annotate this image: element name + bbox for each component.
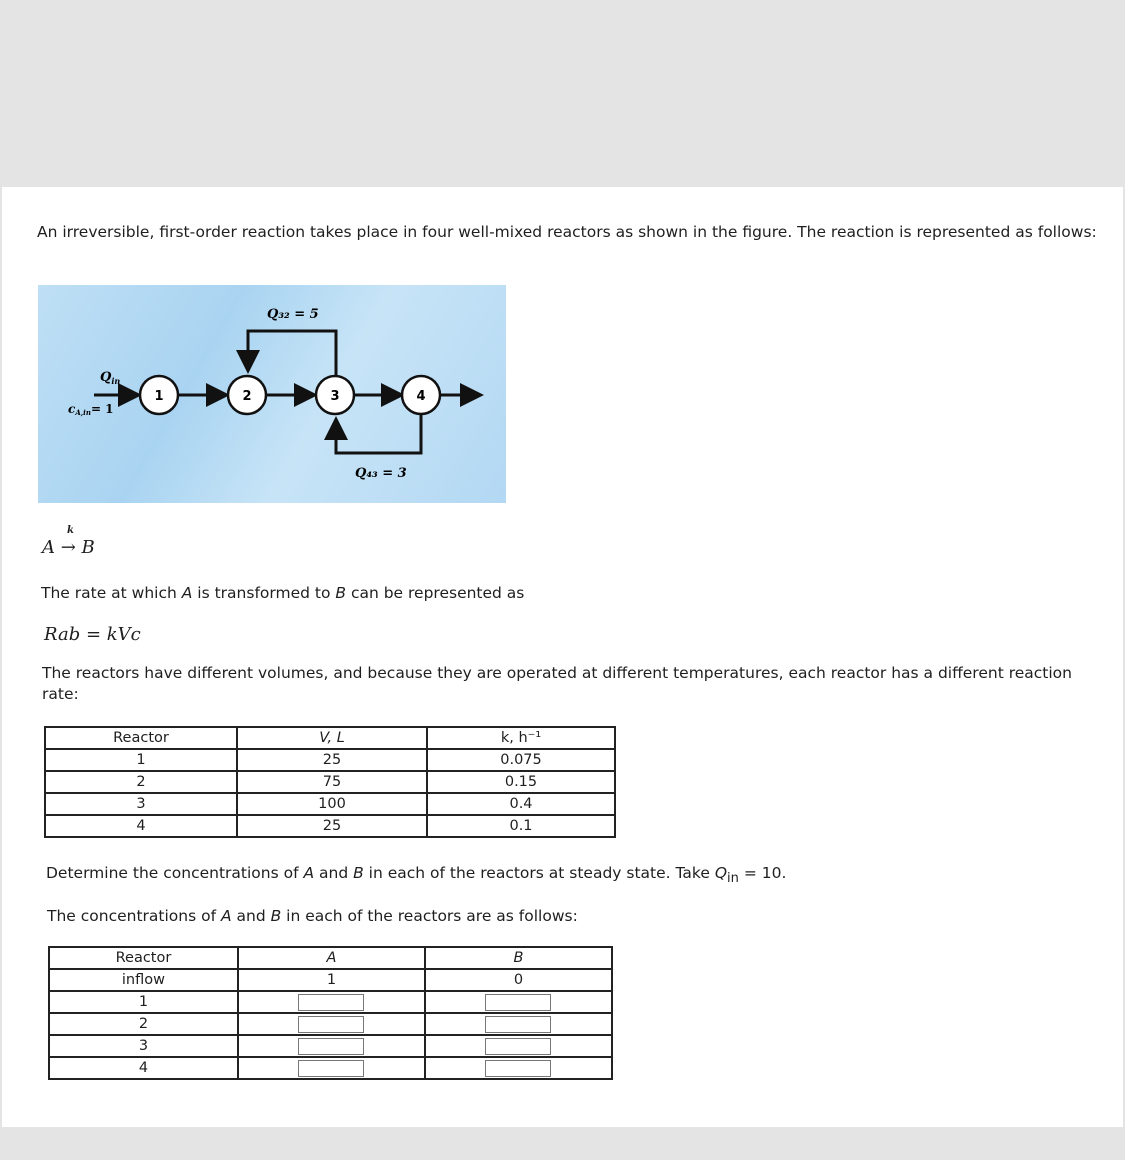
header-reactor: Reactor	[49, 947, 238, 969]
volume-value: 25	[237, 749, 427, 771]
rate-equation: Rab = kVc	[44, 624, 141, 645]
reactor-3-label: 3	[330, 389, 340, 404]
reactor-1-label: 1	[154, 389, 164, 404]
reaction-rhs: B	[81, 537, 95, 558]
table-header-row	[49, 947, 612, 969]
table-row	[49, 991, 612, 1013]
problem-card	[2, 187, 1123, 1127]
reactor-diagram	[38, 285, 506, 503]
q43-label: Q₄₃ = 3	[355, 466, 407, 481]
reactor-parameters-table	[44, 726, 616, 838]
reaction-equation	[42, 525, 95, 558]
reactor-number: 4	[49, 1057, 238, 1079]
volume-value: 25	[237, 815, 427, 837]
volume-value: 75	[237, 771, 427, 793]
volume-text: The reactors have different volumes, and because they are operated at different temperatures, each reactor has a different reaction rate:	[42, 664, 1072, 703]
reactor-number: 3	[136, 796, 146, 812]
header-rate-constant: k, h⁻¹	[427, 727, 615, 749]
reactor-network-svg	[38, 285, 506, 503]
qin-label: $Q_{in}$	[100, 370, 121, 386]
inflow-label: inflow	[49, 969, 238, 991]
table-row	[49, 1013, 612, 1035]
table-row	[45, 771, 615, 793]
k-value: 0.4	[427, 793, 615, 815]
recycle-3-2-arrow	[248, 331, 336, 377]
header-a: A	[238, 947, 425, 969]
table-row	[49, 1035, 612, 1057]
table-row	[45, 749, 615, 771]
reactor-3-node	[316, 376, 354, 414]
reactor-1-node	[140, 376, 178, 414]
k-value: 0.15	[427, 771, 615, 793]
reactor-4-node	[402, 376, 440, 414]
concentrations-text: The concentrations of A and B in each of the reactors are as follows:	[47, 907, 578, 925]
reactor-number: 2	[49, 1013, 238, 1035]
recycle-4-3-arrow	[336, 413, 421, 453]
reaction-lhs: A	[42, 537, 55, 558]
reactor-3-b-input[interactable]	[485, 1038, 551, 1055]
cain-label: cA,in= 1	[68, 402, 114, 417]
header-reactor: Reactor	[45, 727, 237, 749]
reactor-2-label: 2	[242, 389, 252, 404]
rate-text: The rate at which A is transformed to B can be represented as	[41, 584, 525, 602]
k-value: 0.075	[427, 749, 615, 771]
reactor-number: 3	[49, 1035, 238, 1057]
reactor-number: 1	[49, 991, 238, 1013]
reactor-number: 1	[136, 752, 146, 768]
intro-text: An irreversible, first-order reaction takes place in four well-mixed reactors as shown in the figure. The reaction is represented as follows:	[37, 223, 1097, 241]
header-volume: V, L	[237, 727, 427, 749]
reactor-number: 2	[136, 774, 146, 790]
reactor-2-b-input[interactable]	[485, 1016, 551, 1033]
reactor-4-label: 4	[416, 389, 426, 404]
k-value: 0.1	[427, 815, 615, 837]
inflow-a-value: 1	[238, 969, 425, 991]
reactor-4-b-input[interactable]	[485, 1060, 551, 1077]
header-b: B	[425, 947, 612, 969]
inflow-row	[49, 969, 612, 991]
reactor-2-a-input[interactable]	[298, 1016, 364, 1033]
q32-label: Q₃₂ = 5	[267, 307, 319, 322]
table-header-row	[45, 727, 615, 749]
reactor-2-node	[228, 376, 266, 414]
table-row	[49, 1057, 612, 1079]
inflow-b-value: 0	[425, 969, 612, 991]
determine-text: Determine the concentrations of A and B in each of the reactors at steady state. Take $Q_{in} = 10$.	[46, 864, 787, 887]
reactor-4-a-input[interactable]	[298, 1060, 364, 1077]
table-row	[45, 815, 615, 837]
answer-table	[48, 946, 613, 1080]
table-row	[45, 793, 615, 815]
reactor-1-b-input[interactable]	[485, 994, 551, 1011]
reactor-1-a-input[interactable]	[298, 994, 364, 1011]
reactor-3-a-input[interactable]	[298, 1038, 364, 1055]
reaction-rate-constant: k	[67, 525, 74, 536]
reaction-arrow: →	[60, 537, 82, 558]
reactor-number: 4	[136, 818, 146, 834]
volume-value: 100	[237, 793, 427, 815]
